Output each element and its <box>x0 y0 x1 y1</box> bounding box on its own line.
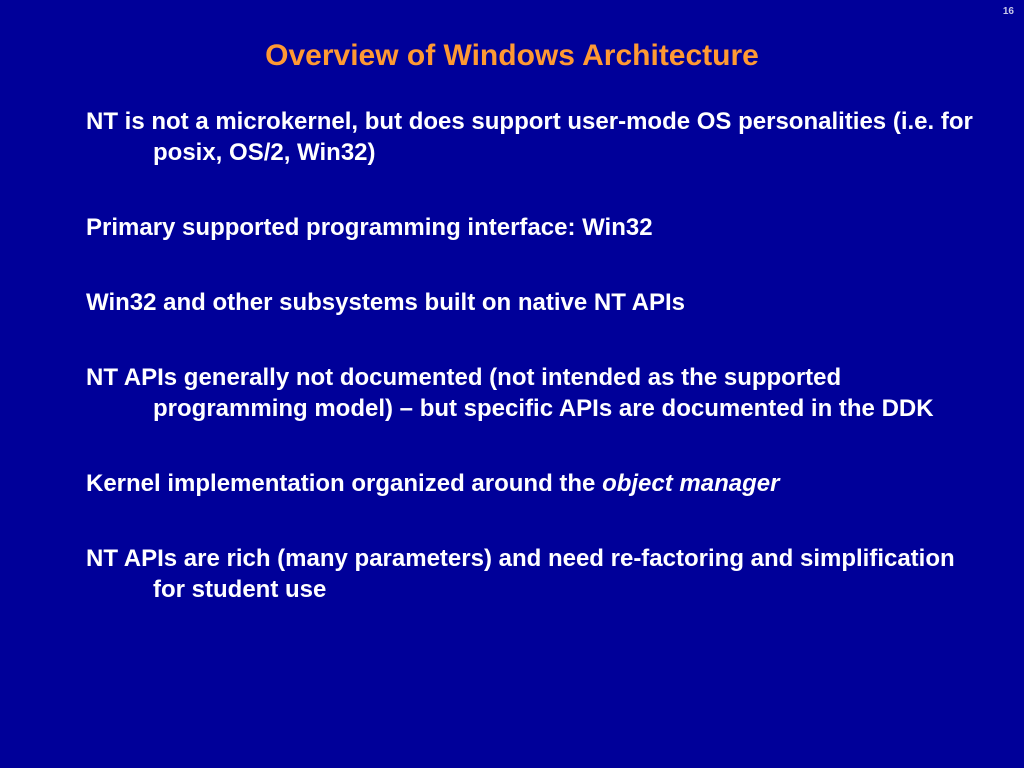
bullet-subsystems: Win32 and other subsystems built on native NT APIs <box>86 289 686 316</box>
bullet-nt-apis-rich: NT APIs are rich (many parameters) and need re-factoring and simplification for student use <box>86 545 955 603</box>
bullet-microkernel: NT is not a microkernel, but does support user-mode OS personalities (i.e. for posix, OS/2, Win32) <box>86 108 973 166</box>
slide-number: 16 <box>1002 6 1014 17</box>
bullet-nt-apis-documentation: NT APIs generally not documented (not intended as the supported programming model) – but specific APIs are documented in the DDK <box>86 364 934 422</box>
bullet-kernel-implementation-text: Kernel implementation organized around the <box>86 470 603 497</box>
slide-title: Overview of Windows Architecture <box>265 39 759 72</box>
bullet-kernel-implementation <box>86 468 986 499</box>
bullet-programming-interface: Primary supported programming interface: Win32 <box>86 214 653 241</box>
bullet-list <box>86 106 986 649</box>
object-manager-emphasis: object manager <box>602 470 780 497</box>
